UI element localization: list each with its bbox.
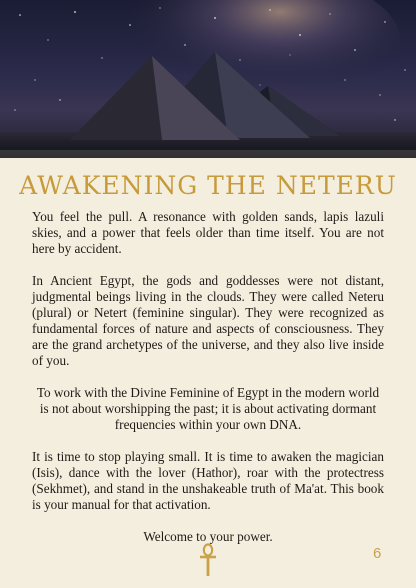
page-title: AWAKENING THE NETERU <box>19 171 397 200</box>
paragraph-divine-feminine: To work with the Divine Feminine of Egypt in the modern world is not about worshipping the past; it is about activating dormant frequencies within your own DNA. <box>36 385 380 432</box>
paragraph-neteru: In Ancient Egypt, the gods and goddesses were not distant, judgmental beings living in the clouds. They were called Neteru (plural) or Netert (feminine singular). They were recognized as fundamental forces of nature and aspects of consciousness. They are the grand archetypes of the universe, and they also live inside of you. <box>32 273 384 368</box>
pyramids-illustration <box>0 0 416 158</box>
page-number: 6 <box>373 545 382 562</box>
paragraph-welcome: Welcome to your power. <box>143 529 273 544</box>
paragraph-activation: It is time to stop playing small. It is time to awaken the magician (Isis), dance with the lover (Hathor), roar with the protectress (Sekhmet), and stand in the unshakeable truth of Ma'at. This book is your manual for that activation. <box>32 449 384 512</box>
hero-image-pyramids-night-sky <box>0 0 416 158</box>
paragraph-intro: You feel the pull. A resonance with golden sands, lapis lazuli skies, and a power that feels older than time itself. You are not here by accident. <box>32 209 384 256</box>
ankh-icon <box>198 543 218 577</box>
body-text <box>32 209 384 561</box>
